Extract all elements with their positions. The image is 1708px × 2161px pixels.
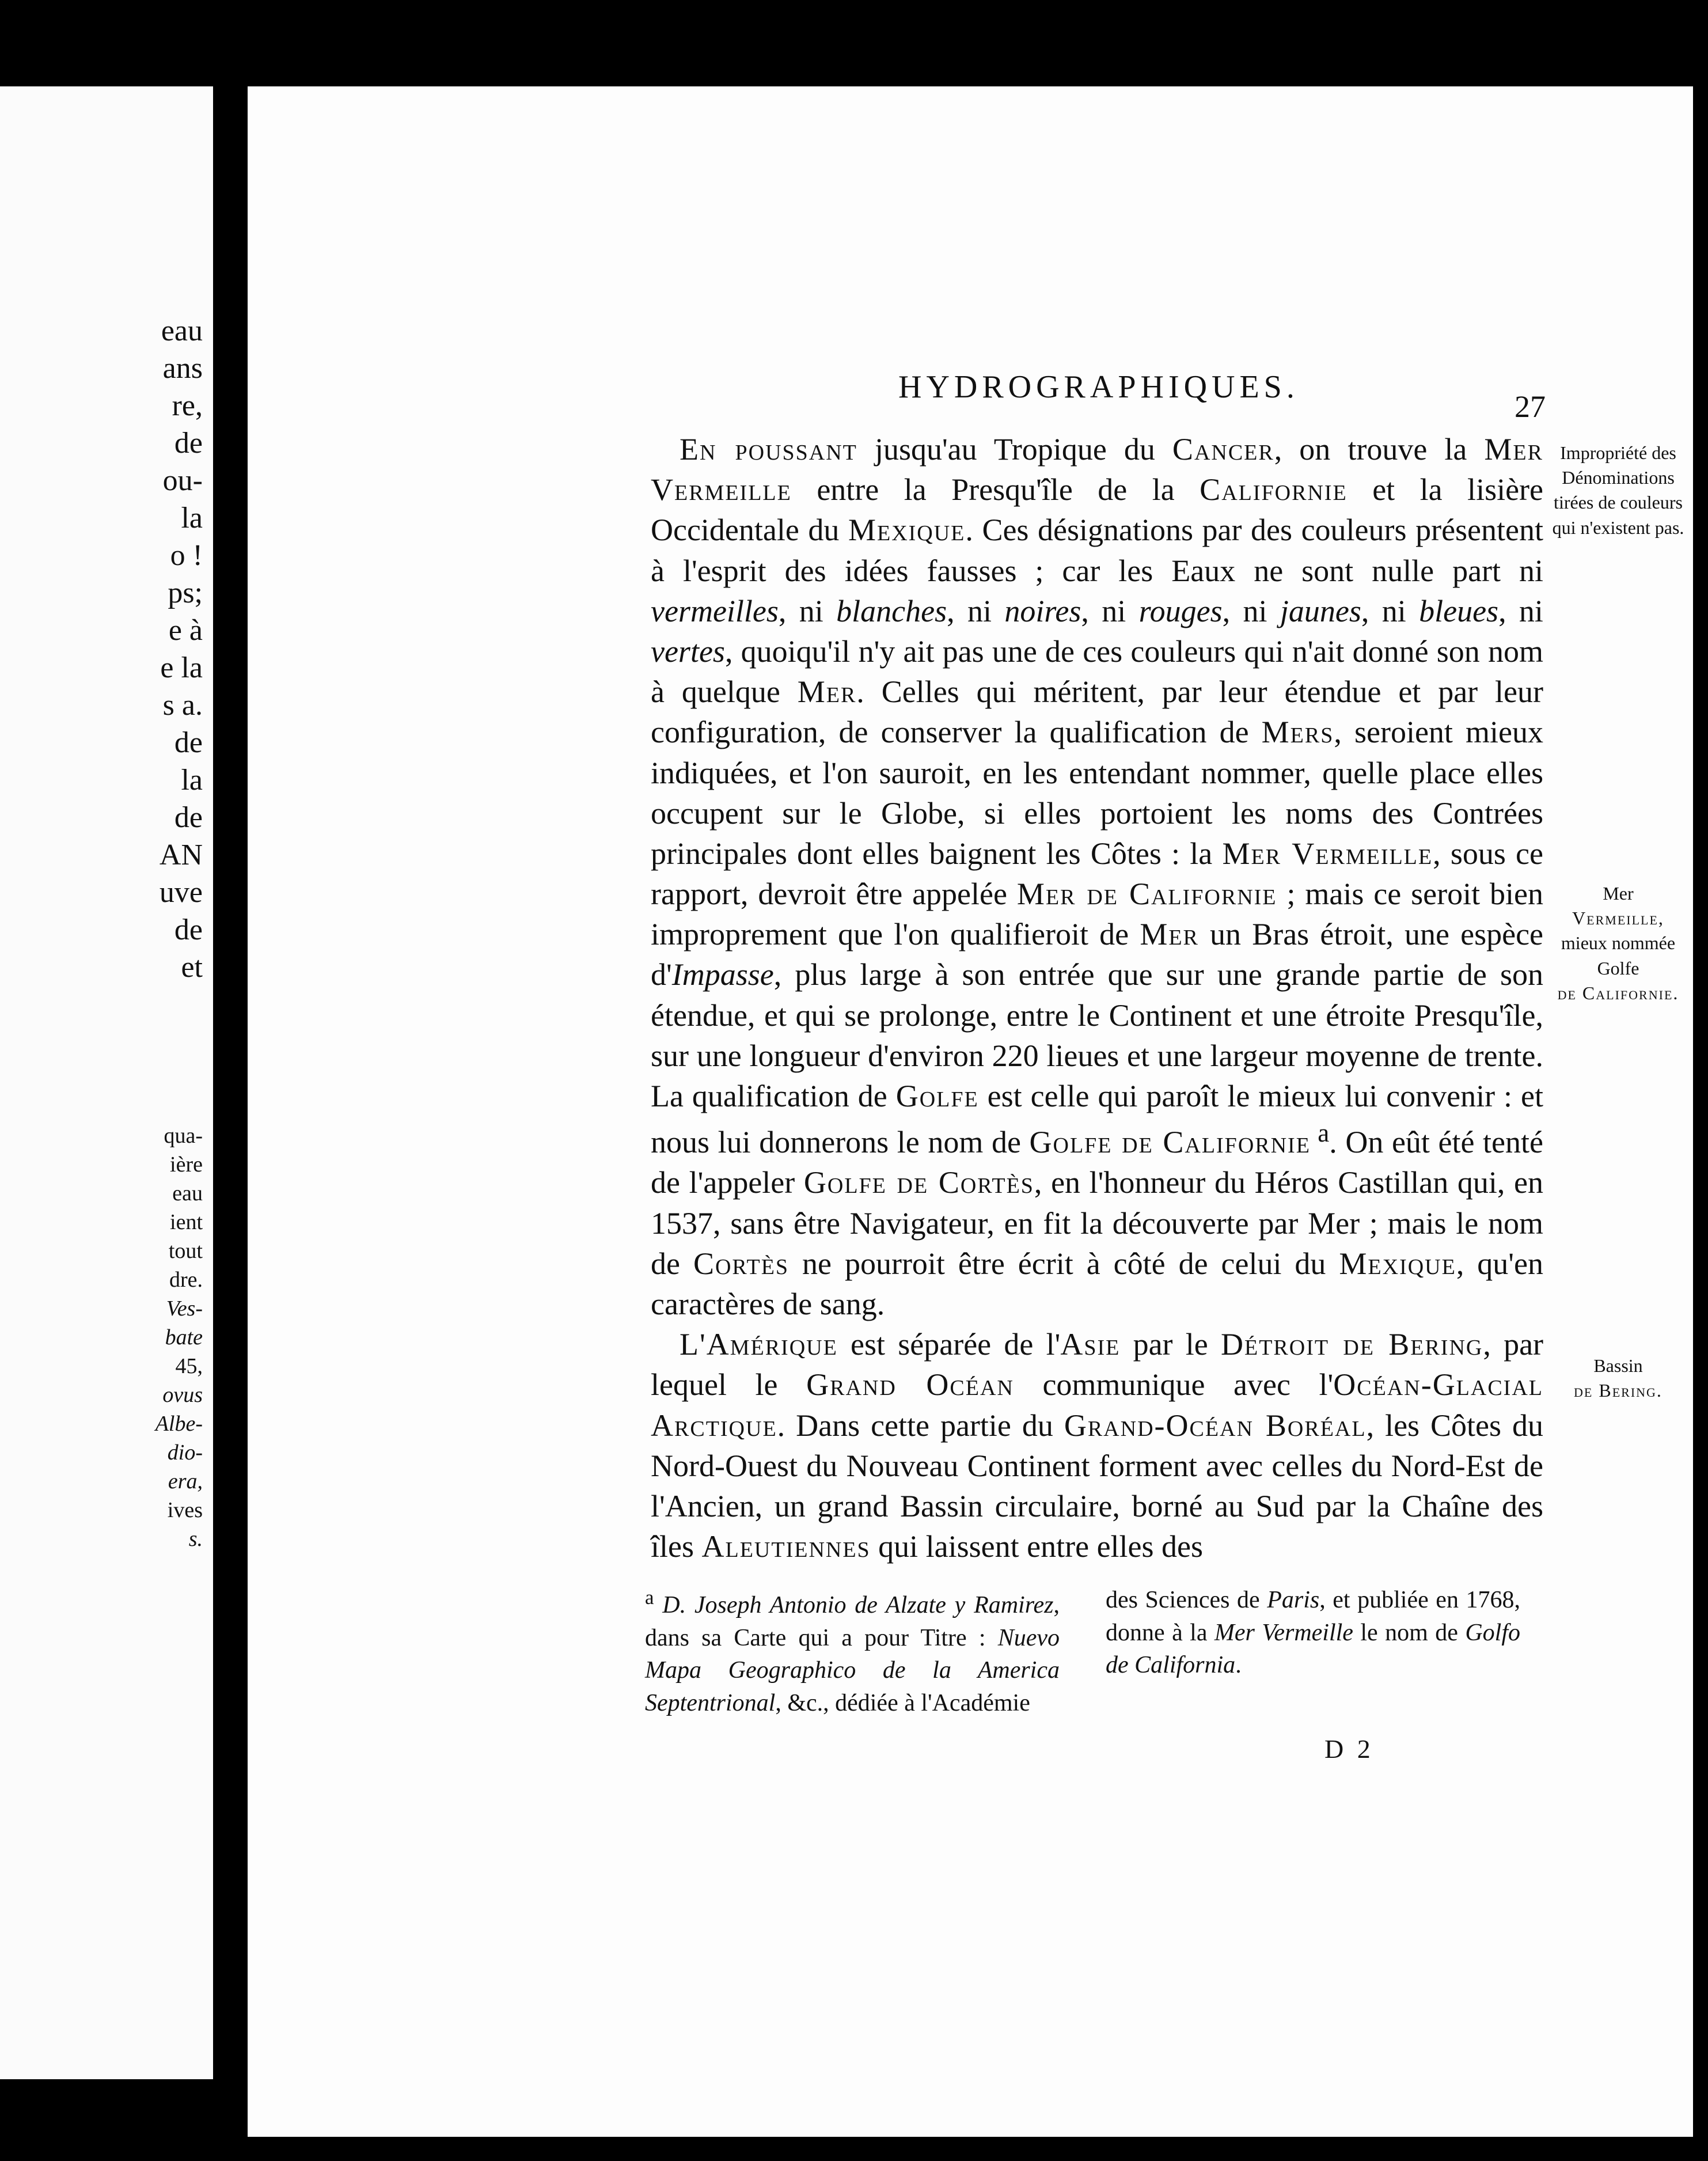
left-text-fragment: la [181,502,203,534]
left-note-fragment: era, [168,1469,203,1493]
margin-note-vermeille: Mer Vermeille, mieux nommée Golfe de Californie. [1557,883,1679,1003]
paragraph-gulf-of-california: En poussant jusqu'au Tropique du Cancer, on trouve la Mer Vermeille entre la Presqu'île de la Californie et la lisière Occidentale du Mexique. Ces désignations par des couleurs présentent à l'esprit des idées fausses ; car les Eaux ne sont nulle part ni vermeilles, ni blanches, ni noires, ni rouges, ni jaunes, ni bleues, ni vertes, quoiqu'il n'y ait pas une de ces couleurs qui n'ait donné son nom à quelque Mer. Celles qui méritent, par leur étendue et par leur configuration, de conserver la qualification de Mers, seroient mieux indiquées, et l'on sauroit, en les entendant nommer, quelle place elles occupent sur le Globe, si elles portoient les noms des Contrées principales dont elles baignent les Côtes : la Mer Vermeille, sous ce rapport, devroit être appelée Mer de Californie ; mais ce seroit bien improprement que l'on qualifieroit de Mer un Bras étroit, une espèce d'Impasse, plus large à son entrée que sur une grande partie de son étendue, et qui se prolonge, entre le Continent et une étroite Presqu'île, sur une longueur d'environ 220 lieues et une largeur moyenne de trente. La qualification de Golfe est celle qui paroît le mieux lui convenir : et nous lui donnerons le nom de Golfe de Californie $^a$. On eût été tenté de l'appeler Golfe de Cortès, en l'honneur du Héros Castillan qui, en 1537, sans être Navigateur, en fit la découverte par Mer ; mais le nom de Cortès ne pourroit être écrit à côté de celui du Mexique, qu'en caractères de sang. [651,432,1544,1321]
footnote-block [645,1584,1520,1720]
left-text-fragment: AN [159,839,203,871]
left-note-fragment: ives [167,1498,203,1522]
left-note-fragment: qua- [164,1124,203,1148]
left-note-fragment: bate [165,1325,203,1349]
left-text-fragment: de [174,726,203,759]
footnote-column-right: des Sciences de Paris, et publiée en 1768, donne à la Mer Vermeille le nom de Golfo de California. [1106,1587,1521,1679]
margin-note-colors: Impropriété des Dénominations tirées de couleurs qui n'existent pas. [1552,442,1684,538]
left-text-fragment: de [174,913,203,946]
left-note-fragment: Ves- [166,1296,203,1321]
left-note-fragment: Albe- [155,1412,203,1436]
left-text-fragment: de [174,427,203,460]
left-note-fragment: 45, [175,1354,203,1378]
left-text-fragment: e la [160,651,203,684]
running-header: HYDROGRAPHIQUES. [898,369,1299,405]
left-note-fragment: ière [170,1152,203,1177]
left-text-fragment: e à [168,614,203,647]
page-number: 27 [1515,389,1546,424]
left-text-fragment: s a. [162,689,203,722]
left-note-fragment: dio- [167,1440,203,1465]
left-note-fragment: dre. [169,1268,203,1292]
book-gutter [213,81,248,2108]
left-note-fragment: ovus [162,1383,203,1407]
left-text-fragment: et [181,951,203,984]
left-note-fragment: s. [188,1527,203,1551]
footnote-marker: a [1310,1119,1330,1148]
left-text-fragment: re, [172,389,203,422]
left-text-fragment: la [181,764,203,797]
margin-note-bering: Bassin de Bering. [1574,1355,1663,1401]
left-note-fragment: tout [168,1239,203,1263]
left-text-fragment: ans [162,352,203,385]
page [248,86,1693,2137]
main-text-block [651,429,1543,1567]
left-note-fragment: eau [172,1181,203,1205]
left-note-fragment: ient [170,1210,203,1234]
left-text-fragment: ou- [162,464,203,497]
left-text-fragment: eau [161,314,203,347]
paragraph-bering-basin: L'Amérique est séparée de l'Asie par le Détroit de Bering, par lequel le Grand Océan communique avec l'Océan-Glacial Arctique. Dans cette partie du Grand-Océan Boréal, les Côtes du Nord-Ouest du Nouveau Continent forment avec celles du Nord-Est de l'Ancien, un grand Bassin circulaire, borné au Sud par la Chaîne des îles Aleutiennes qui laissent entre elles des [651,1327,1544,1564]
facing-page-edge [0,86,213,2079]
left-text-fragment: de [174,801,203,834]
left-text-fragment: ps; [168,577,203,609]
left-text-fragment: o ! [170,539,203,572]
left-text-fragment: uve [159,876,203,909]
footnote-column-left: $^a$ D. Joseph Antonio de Alzate y Ramirez, dans sa Carte qui a pour Titre : Nuevo Mapa Geographico de la America Septentrional, &c., dédiée à l'Académie [645,1586,1060,1717]
signature-mark: D 2 [1324,1734,1374,1764]
